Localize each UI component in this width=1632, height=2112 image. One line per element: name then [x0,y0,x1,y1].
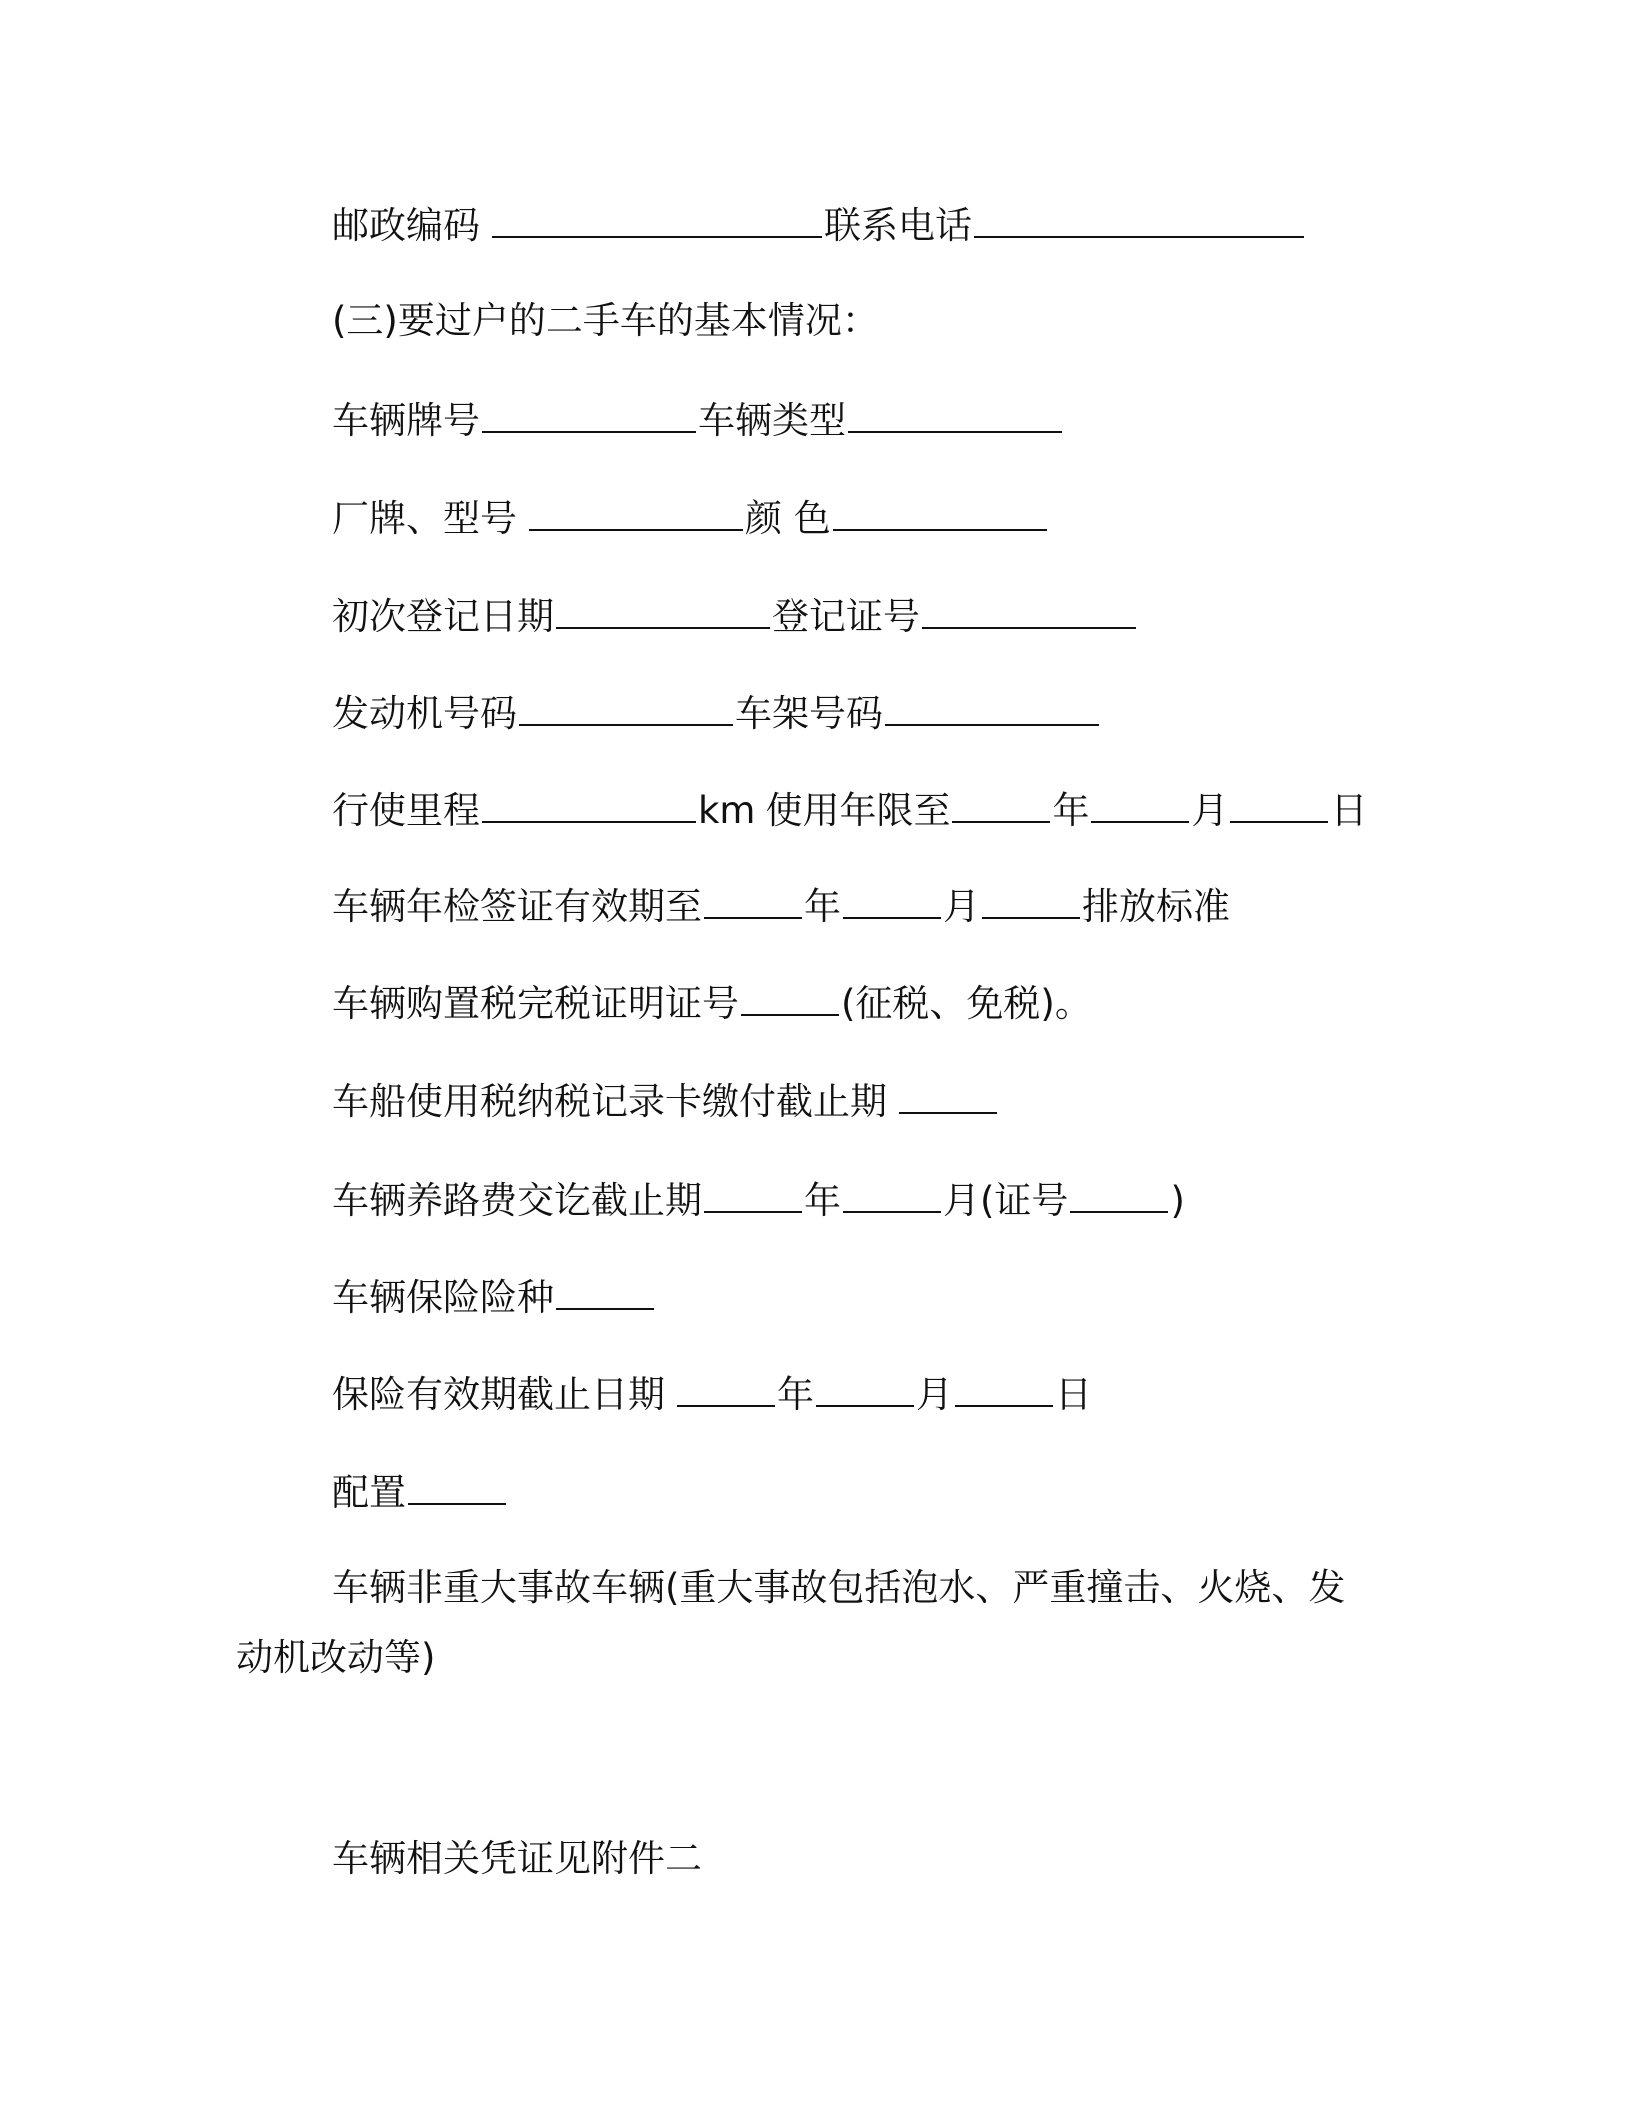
engine-number-label: 发动机号码 [332,692,517,735]
inspection-year-blank[interactable] [704,881,802,919]
day-text: 日 [1055,1373,1092,1416]
insurance-year-blank[interactable] [677,1369,775,1407]
road-fee-cert-blank[interactable] [1070,1175,1168,1213]
insurance-day-blank[interactable] [955,1369,1053,1407]
month-text: 月 [943,885,980,928]
mileage-row [332,785,1367,836]
inspection-label: 车辆年检签证有效期至 [332,885,702,928]
insurance-type-row [332,1272,656,1323]
color-label: 颜 色 [745,497,831,540]
year-text: 年 [1052,789,1090,832]
mileage-blank[interactable] [482,785,696,823]
road-fee-row [332,1175,1185,1226]
register-cert-label: 登记证号 [772,595,920,638]
day-text: 日 [1330,789,1368,832]
year-text: 年 [804,1179,841,1222]
engine-frame-row [332,688,1101,739]
tax-status-text: (征税、免税)。 [841,982,1092,1025]
phone-blank[interactable] [974,200,1304,238]
attachment-line: 车辆相关凭证见附件二 [332,1837,702,1880]
register-row [332,591,1138,642]
purchase-tax-row [332,978,1092,1029]
road-fee-month-blank[interactable] [843,1175,941,1213]
month-text: 月 [916,1373,953,1416]
plate-type-row [332,395,1064,446]
service-life-label: 使用年限至 [765,789,951,832]
road-fee-year-blank[interactable] [704,1175,802,1213]
month-text: 月 [1191,789,1229,832]
insurance-type-label: 车辆保险险种 [332,1276,554,1319]
insurance-month-blank[interactable] [816,1369,914,1407]
month-cert-text: 月(证号 [943,1179,1069,1222]
mileage-label: 行使里程 [332,789,480,832]
road-fee-label: 车辆养路费交讫截止期 [332,1179,702,1222]
insurance-type-blank[interactable] [556,1272,654,1310]
insurance-date-row [332,1369,1092,1420]
brand-blank[interactable] [529,493,743,531]
brand-label: 厂牌、型号 [332,497,517,540]
configuration-label: 配置 [332,1471,406,1514]
emission-standard-label: 排放标准 [1082,885,1230,928]
vehicle-type-label: 车辆类型 [698,399,846,442]
service-year-blank[interactable] [952,785,1050,823]
accident-paragraph: 车辆非重大事故车辆(重大事故包括泡水、严重撞击、火烧、发动机改动等) [236,1566,1346,1679]
postal-code-label: 邮政编码 [332,204,480,247]
year-text: 年 [777,1373,814,1416]
frame-number-blank[interactable] [885,688,1099,726]
postal-code-blank[interactable] [492,200,822,238]
km-unit: km [698,789,756,832]
postal-phone-row [332,200,1306,251]
vessel-tax-row [332,1076,999,1127]
inspection-row [332,881,1230,932]
brand-color-row [332,493,1049,544]
close-paren: ) [1170,1179,1185,1222]
insurance-date-label: 保险有效期截止日期 [332,1373,665,1416]
service-day-blank[interactable] [1230,785,1328,823]
vehicle-type-blank[interactable] [848,395,1062,433]
section-heading: (三)要过户的二手车的基本情况： [332,299,879,342]
vessel-tax-blank[interactable] [899,1076,997,1114]
frame-number-label: 车架号码 [735,692,883,735]
first-register-date-blank[interactable] [556,591,770,629]
purchase-tax-blank[interactable] [741,978,839,1016]
color-blank[interactable] [833,493,1047,531]
configuration-blank[interactable] [408,1467,506,1505]
first-register-date-label: 初次登记日期 [332,595,554,638]
year-text: 年 [804,885,841,928]
register-cert-blank[interactable] [922,591,1136,629]
configuration-row [332,1467,508,1518]
service-month-blank[interactable] [1091,785,1189,823]
inspection-day-blank[interactable] [982,881,1080,919]
phone-label: 联系电话 [824,204,972,247]
engine-number-blank[interactable] [519,688,733,726]
vessel-tax-label: 车船使用税纳税记录卡缴付截止期 [332,1080,887,1123]
inspection-month-blank[interactable] [843,881,941,919]
plate-blank[interactable] [482,395,696,433]
plate-label: 车辆牌号 [332,399,480,442]
purchase-tax-label: 车辆购置税完税证明证号 [332,982,739,1025]
